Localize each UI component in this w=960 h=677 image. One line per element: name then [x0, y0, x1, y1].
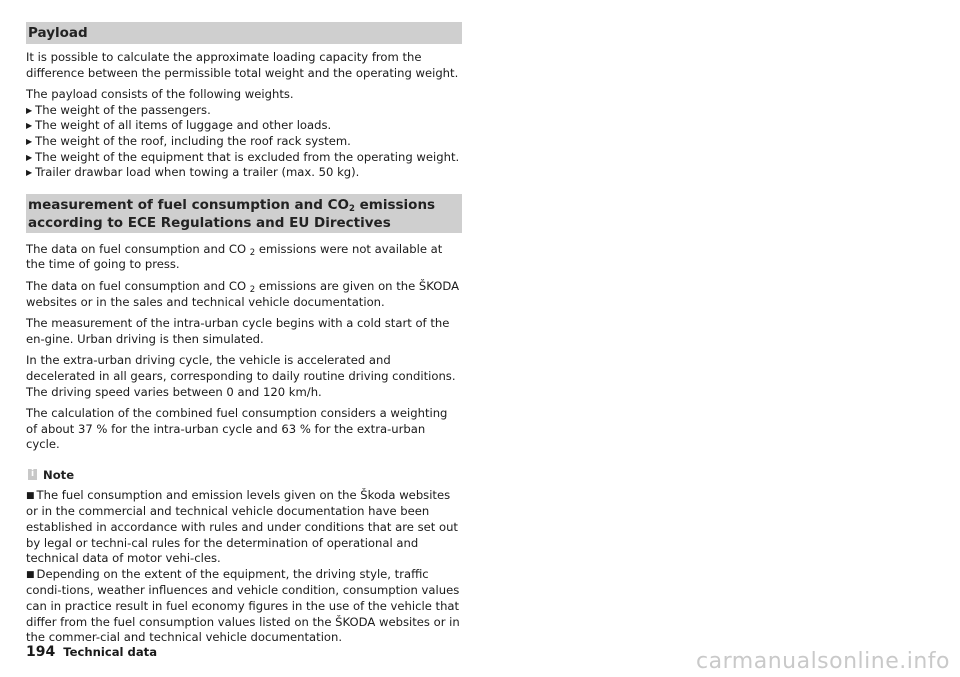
fuel-paragraph-4: In the extra-urban driving cycle, the vehicle is accelerated and decelerated in all gears, corresponding to daily routine driving conditions. The driving speed varies between 0 and 120 km/h.: [26, 353, 456, 399]
fuel-paragraph-1: The data on fuel consumption and CO $_2$ emissions were not available at the time of going to press.: [26, 241, 443, 272]
watermark: carmanualsonline.info: [696, 649, 950, 674]
fuel-paragraph-5: The calculation of the combined fuel consumption considers a weighting of about 37 % for the intra-urban cycle and 63 % for the extra-urban cycle.: [26, 406, 448, 452]
content-column: [26, 22, 462, 646]
info-icon: i: [28, 469, 37, 480]
fuel-paragraph-2: The data on fuel consumption and CO $_2$ emissions are given on the ŠKODA websites or in the sales and technical vehicle documentation.: [26, 278, 460, 309]
list-item: ▶ The weight of all items of luggage and other loads.: [26, 118, 332, 133]
note-item-1: ■ The fuel consumption and emission levels given on the Škoda websites or in the commercial and technical vehicle documentation have been established in accordance with rules and under conditions that are set out by legal or techni-cal rules for the determination of operational and technical data of motor vehi-cles.: [26, 487, 458, 566]
note-label: Note: [43, 467, 75, 482]
section-heading-fuel: measurement of fuel consumption and $CO_2$ emissions according to ECE Regulations and EU Directives: [26, 194, 462, 233]
fuel-paragraph-3: The measurement of the intra-urban cycle begins with a cold start of the en-gine. Urban driving is then simulated.: [26, 316, 450, 346]
triangle-bullet-icon: ▶: [26, 136, 33, 146]
note-heading: [26, 467, 462, 483]
triangle-bullet-icon: ▶: [26, 152, 33, 162]
payload-consists: The payload consists of the following weights.: [26, 87, 294, 102]
list-item: ▶ The weight of the roof, including the roof rack system.: [26, 133, 351, 148]
payload-intro: It is possible to calculate the approximate loading capacity from the difference between the permissible total weight and the operating weight.: [26, 50, 459, 80]
page-footer: [26, 644, 157, 660]
payload-list: [26, 103, 462, 181]
triangle-bullet-icon: ▶: [26, 105, 33, 115]
page-number: 194: [26, 644, 56, 660]
square-bullet-icon: ■: [26, 490, 35, 501]
section-heading-payload: Payload: [26, 22, 462, 44]
list-item: ▶ The weight of the passengers.: [26, 102, 211, 117]
square-bullet-icon: ■: [26, 569, 35, 580]
list-item: ▶ Trailer drawbar load when towing a trailer (max. 50 kg).: [26, 165, 360, 180]
list-item: ▶ The weight of the equipment that is excluded from the operating weight.: [26, 149, 460, 164]
note-item-2: ■ Depending on the extent of the equipment, the driving style, traffic condi-tions, weather influences and vehicle condition, consumption values can in practice result in fuel economy figures in the use of the vehicle that differ from the fuel consumption values listed on the ŠKODA websites or in the commer-cial and technical vehicle documentation.: [26, 566, 460, 645]
triangle-bullet-icon: ▶: [26, 168, 33, 178]
chapter-title: Technical data: [63, 645, 158, 659]
triangle-bullet-icon: ▶: [26, 121, 33, 131]
